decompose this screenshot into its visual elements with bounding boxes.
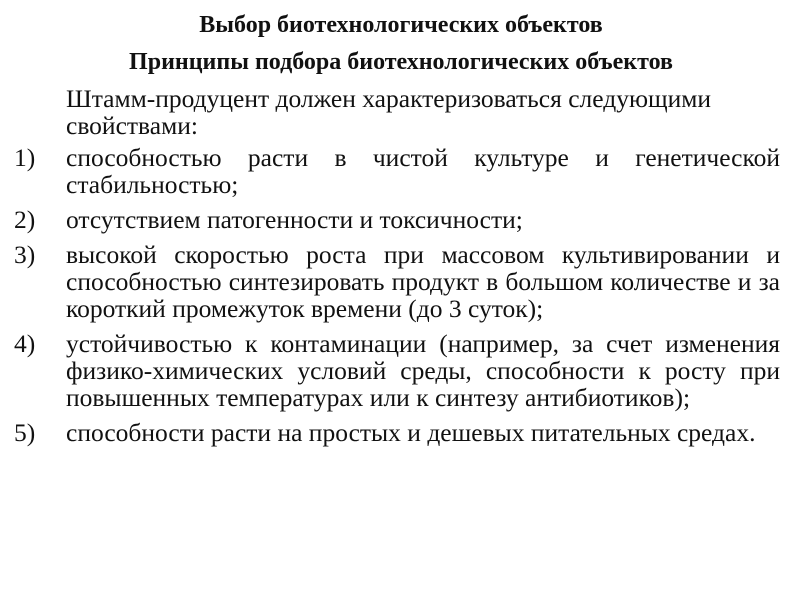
list-item-number: 2) xyxy=(14,205,36,234)
intro-text: Штамм-продуцент должен характеризоваться следующими свойствами: xyxy=(66,84,712,140)
slide-subtitle: Принципы подбора биотехнологических объектов xyxy=(129,49,673,75)
list-item-text: высокой скоростью роста при массовом культивировании и способностью синтезировать продукт в большом количестве и за короткий промежуток времени (до 3 суток); xyxy=(66,240,780,323)
list-item-number: 1) xyxy=(14,143,36,172)
properties-list xyxy=(14,144,788,446)
list-item-text: способностью расти в чистой культуре и генетической стабильностью; xyxy=(66,143,780,199)
list-item xyxy=(14,330,788,411)
list-item-text: устойчивостью к контаминации (например, за счет изменения физико-химических условий среды, способности к росту при повышенных температурах или к синтезу антибиотиков); xyxy=(66,329,780,412)
list-item-number: 3) xyxy=(14,240,36,269)
list-item xyxy=(14,241,788,322)
list-item xyxy=(14,206,788,233)
list-item-text: отсутствием патогенности и токсичности; xyxy=(66,205,523,234)
slide-title: Выбор биотехнологических объектов xyxy=(199,12,603,38)
list-item xyxy=(14,419,788,446)
list-item-number: 4) xyxy=(14,329,36,358)
list-item-number: 5) xyxy=(14,418,36,447)
list-item-text: способности расти на простых и дешевых питательных средах. xyxy=(66,418,756,447)
list-item xyxy=(14,144,788,198)
